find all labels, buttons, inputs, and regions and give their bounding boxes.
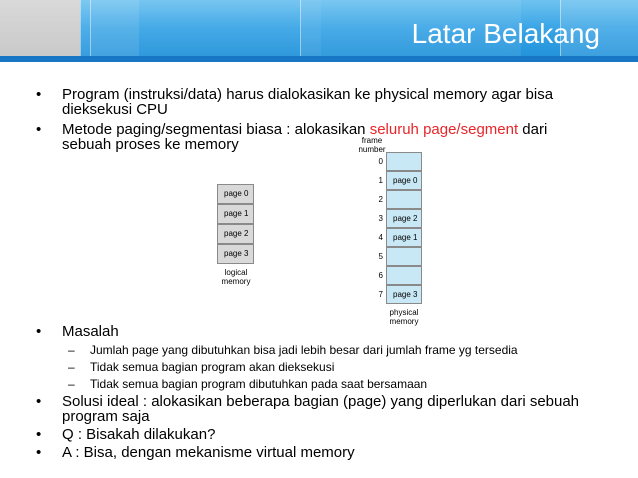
- header-stripe: [0, 56, 638, 62]
- bullet-text-part: dari: [518, 121, 548, 138]
- logical-memory-caption: logical: [224, 268, 248, 277]
- physical-frame-cell: [386, 266, 422, 285]
- highlighted-text: seluruh page/segment: [369, 121, 519, 138]
- physical-frame-cell: [386, 209, 422, 228]
- bullet-text: Q : Bisakah dilakukan?: [62, 426, 216, 443]
- slide-header: [0, 0, 638, 62]
- bullet-text: sebuah proses ke memory: [62, 136, 239, 153]
- physical-frame-cell: [386, 228, 422, 247]
- sub-bullet-text: Tidak semua bagian program akan dieksekusi: [90, 360, 335, 374]
- bullet-icon: •: [36, 444, 42, 461]
- frame-number: 7: [378, 290, 383, 299]
- header-panel: [80, 0, 139, 62]
- bullet-text-part: Metode paging/segmentasi biasa : alokasikan: [62, 121, 370, 138]
- dash-icon: –: [68, 360, 75, 374]
- bullet-icon: •: [36, 86, 42, 103]
- physical-frame-cell: [386, 247, 422, 266]
- bullet-icon: •: [36, 323, 42, 340]
- bullet-text: dieksekusi CPU: [62, 101, 168, 118]
- dash-icon: –: [68, 377, 75, 391]
- physical-frame-cell: [386, 152, 422, 171]
- bullet-text: Program (instruksi/data) harus dialokasikan ke physical memory agar bisa: [62, 86, 554, 103]
- bullet-text: A : Bisa, dengan mekanisme virtual memory: [62, 444, 355, 461]
- bullet-text: Masalah: [62, 323, 119, 340]
- logical-page-label: page 0: [224, 189, 249, 198]
- frame-number: 5: [378, 252, 383, 261]
- frame-number: 2: [378, 195, 383, 204]
- sub-bullet-text: Jumlah page yang dibutuhkan bisa jadi lebih besar dari jumlah frame yg tersedia: [90, 343, 518, 357]
- physical-memory-caption: physical: [389, 308, 419, 317]
- physical-frame-label: page 2: [393, 214, 418, 223]
- frame-number: 0: [378, 157, 383, 166]
- header-left-block: [0, 0, 80, 62]
- physical-memory-caption: memory: [389, 317, 419, 326]
- physical-frame-cell: [386, 285, 422, 304]
- bullet-text: Solusi ideal : alokasikan beberapa bagian (page) yang diperlukan dari sebuah: [62, 393, 580, 410]
- frame-number: 1: [378, 176, 383, 185]
- frame-number: 6: [378, 271, 383, 280]
- logical-page-cell: [217, 184, 254, 204]
- logical-page-label: page 2: [224, 229, 249, 238]
- physical-frame-label: page 0: [393, 176, 418, 185]
- frame-number-caption: frame: [361, 136, 383, 145]
- physical-frame-cell: [386, 190, 422, 209]
- frame-number: 3: [378, 214, 383, 223]
- physical-frame-cell: [386, 171, 422, 190]
- bullet-icon: •: [36, 121, 42, 138]
- bullet-text: program saja: [62, 408, 150, 425]
- bullet-icon: •: [36, 426, 42, 443]
- physical-frame-label: page 1: [393, 233, 418, 242]
- frame-number: 4: [378, 233, 383, 242]
- logical-page-label: page 3: [224, 249, 249, 258]
- slide-title: Latar Belakang: [411, 18, 600, 49]
- logical-memory-caption: memory: [221, 277, 251, 286]
- logical-page-cell: [217, 204, 254, 224]
- logical-page-label: page 1: [224, 209, 249, 218]
- physical-frame-label: page 3: [393, 290, 418, 299]
- logical-page-cell: [217, 224, 254, 244]
- sub-bullet-text: Tidak semua bagian program dibutuhkan pada saat bersamaan: [90, 377, 428, 391]
- bullet-icon: •: [36, 393, 42, 410]
- frame-number-caption: number: [358, 145, 386, 154]
- dash-icon: –: [68, 343, 75, 357]
- logical-page-cell: [217, 244, 254, 264]
